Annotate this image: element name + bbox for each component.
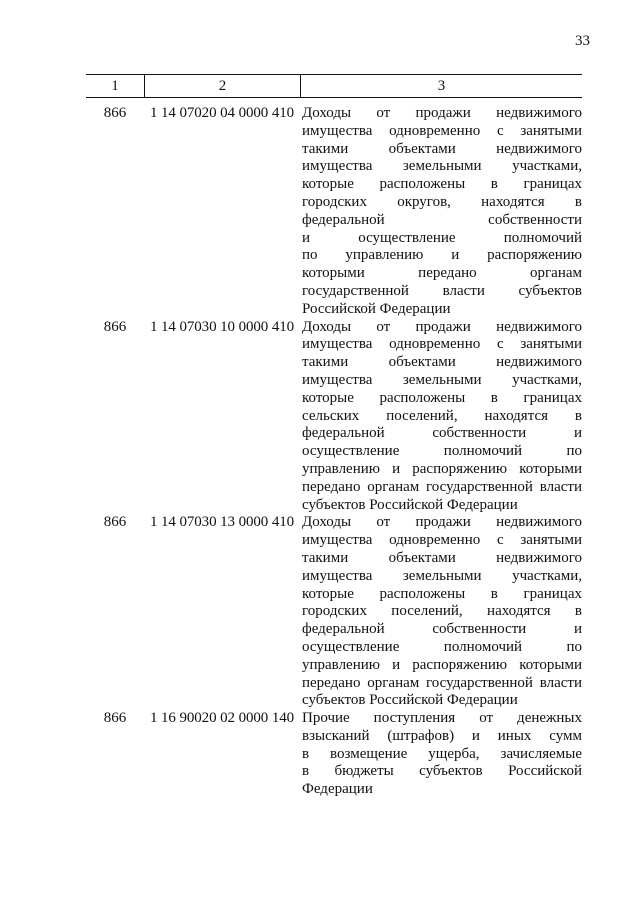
admin-code-cell: 866 <box>103 318 127 335</box>
income-name-cell <box>300 710 582 799</box>
budget-code-cell: 1 14 07030 13 0000 410 <box>149 514 295 531</box>
income-name-line: взысканий (штрафов) и иных сумм <box>302 727 582 744</box>
income-name-line: городских округов, находятся в <box>302 193 582 210</box>
admin-code-cell: 866 <box>103 105 127 121</box>
income-name-line: государственной власти субъектов <box>302 282 582 299</box>
income-name-line: которые расположены в границах <box>302 585 582 602</box>
income-name-line: такими объектами недвижимого <box>302 140 582 157</box>
income-name-line: федеральной собственности и <box>302 425 582 442</box>
budget-code-cell: 1 14 07020 04 0000 410 <box>149 105 295 121</box>
income-name-cell <box>300 319 582 515</box>
income-name-line: Российской Федерации <box>302 300 451 317</box>
income-name-line: которые расположены в границах <box>302 389 582 406</box>
income-name-line: федеральной собственности и <box>302 621 582 638</box>
income-name-line: имущества земельными участками, <box>302 567 582 584</box>
income-name-line: передано органам государственной власти <box>302 478 582 495</box>
income-name-line: такими объектами недвижимого <box>302 354 582 371</box>
income-name-cell <box>300 105 582 319</box>
income-name-line: осуществление полномочий по <box>302 443 582 460</box>
income-name-line: Доходы от продажи недвижимого <box>302 514 582 531</box>
income-name-line: субъектов Российской Федерации <box>302 692 518 709</box>
income-name-line: такими объектами недвижимого <box>302 549 582 566</box>
income-name-line: имущества одновременно с занятыми <box>302 122 582 139</box>
column-header-2: 2 <box>144 75 300 97</box>
income-name-line: Федерации <box>302 781 373 798</box>
income-name-line: имущества земельными участками, <box>302 371 582 388</box>
table-row <box>86 319 582 515</box>
table-row <box>86 105 582 319</box>
income-name-line: и осуществление полномочий <box>302 229 582 246</box>
income-name-line: Доходы от продажи недвижимого <box>302 318 582 335</box>
income-name-line: передано органам государственной власти <box>302 674 582 691</box>
income-name-line: в возмещение ущерба, зачисляемые <box>302 745 582 762</box>
income-name-line: сельских поселений, находятся в <box>302 407 582 424</box>
income-name-line: имущества земельными участками, <box>302 158 582 175</box>
table-body <box>86 105 582 799</box>
income-name-line: Прочие поступления от денежных <box>302 710 582 727</box>
income-name-line: Доходы от продажи недвижимого <box>302 105 582 121</box>
budget-code-cell: 1 14 07030 10 0000 410 <box>149 318 295 335</box>
page-number: 33 <box>575 33 590 49</box>
income-name-line: которыми передано органам <box>302 265 582 282</box>
income-name-line: имущества одновременно с занятыми <box>302 532 582 549</box>
table-row <box>86 710 582 799</box>
income-name-line: субъектов Российской Федерации <box>302 496 518 513</box>
table-row <box>86 514 582 710</box>
column-header-3: 3 <box>300 75 582 97</box>
table-header <box>86 74 582 98</box>
budget-code-cell: 1 16 90020 02 0000 140 <box>149 710 295 727</box>
income-name-line: которые расположены в границах <box>302 176 582 193</box>
admin-code-cell: 866 <box>103 514 127 531</box>
column-header-1: 1 <box>111 78 119 94</box>
income-name-cell <box>300 514 582 710</box>
income-name-line: в бюджеты субъектов Российской <box>302 763 582 780</box>
income-name-line: управлению и распоряжению которыми <box>302 460 582 477</box>
admin-code-cell: 866 <box>103 710 127 727</box>
income-name-line: городских поселений, находятся в <box>302 603 582 620</box>
income-name-line: федеральной собственности <box>302 211 582 228</box>
income-name-line: имущества одновременно с занятыми <box>302 336 582 353</box>
income-name-line: осуществление полномочий по <box>302 638 582 655</box>
income-name-line: управлению и распоряжению которыми <box>302 656 582 673</box>
income-name-line: по управлению и распоряжению <box>302 247 582 264</box>
